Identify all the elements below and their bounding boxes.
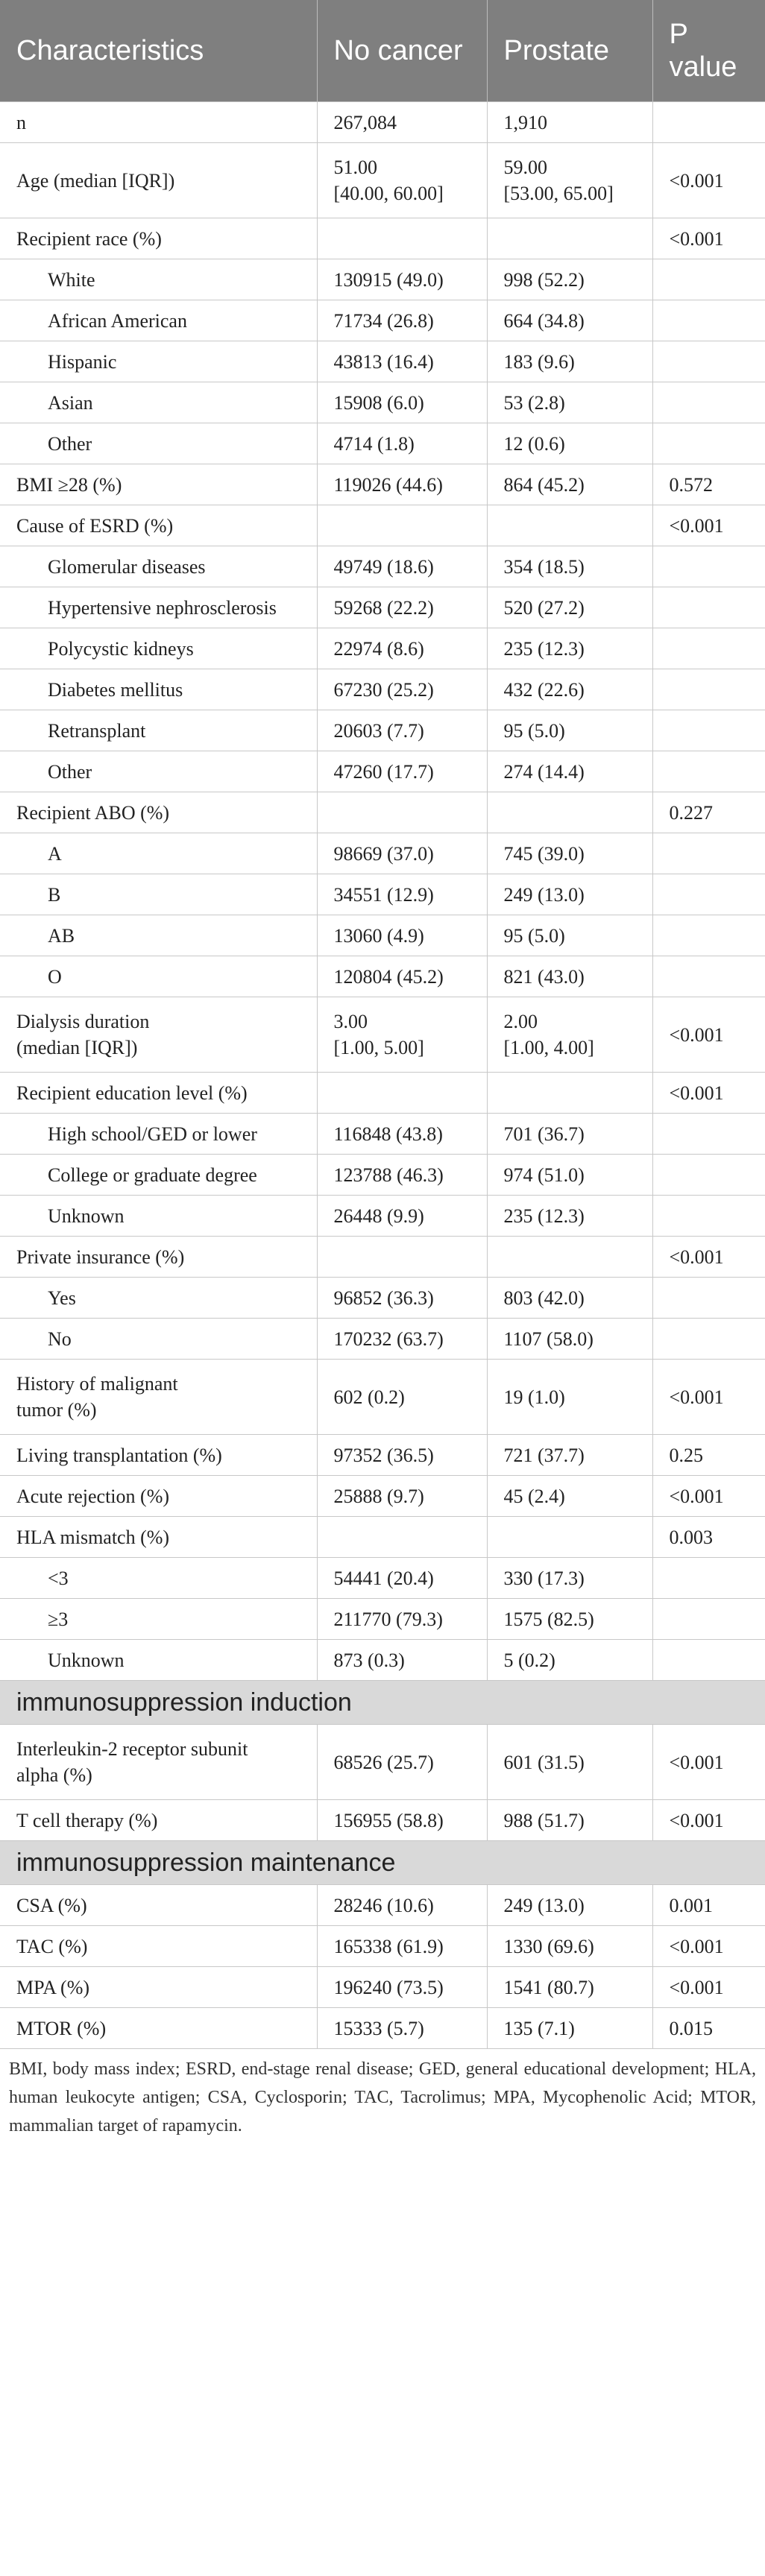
p-value-cell: <0.001 xyxy=(652,143,765,218)
table-row xyxy=(0,102,765,143)
p-value-cell xyxy=(652,423,765,464)
prostate-cell: 998 (52.2) xyxy=(487,259,652,300)
row-label: Private insurance (%) xyxy=(0,1237,317,1278)
prostate-cell xyxy=(487,218,652,259)
table-row xyxy=(0,1558,765,1599)
section-header-row xyxy=(0,1841,765,1885)
no-cancer-cell xyxy=(317,143,487,218)
row-label: Other xyxy=(0,423,317,464)
no-cancer-cell: 116848 (43.8) xyxy=(317,1114,487,1155)
row-label: Diabetes mellitus xyxy=(0,669,317,710)
table-row xyxy=(0,218,765,259)
no-cancer-cell: 28246 (10.6) xyxy=(317,1885,487,1926)
no-cancer-cell: 196240 (73.5) xyxy=(317,1967,487,2008)
p-value-cell: <0.001 xyxy=(652,1967,765,2008)
prostate-cell: 12 (0.6) xyxy=(487,423,652,464)
prostate-cell xyxy=(487,1517,652,1558)
p-value-cell xyxy=(652,1599,765,1640)
table-row xyxy=(0,1800,765,1841)
table-row xyxy=(0,628,765,669)
no-cancer-iqr: [1.00, 5.00] xyxy=(333,1037,424,1058)
section-header-row xyxy=(0,1681,765,1725)
no-cancer-cell: 98669 (37.0) xyxy=(317,833,487,874)
row-label: AB xyxy=(0,915,317,956)
row-label: Unknown xyxy=(0,1196,317,1237)
p-value-cell: <0.001 xyxy=(652,1476,765,1517)
row-label: Yes xyxy=(0,1278,317,1319)
table-row xyxy=(0,1926,765,1967)
no-cancer-median: 3.00 xyxy=(333,1011,368,1032)
p-value-cell: <0.001 xyxy=(652,1237,765,1278)
prostate-median: 59.00 xyxy=(503,157,547,178)
table-row xyxy=(0,1435,765,1476)
row-label: Glomerular diseases xyxy=(0,546,317,587)
p-value-cell xyxy=(652,546,765,587)
table-row xyxy=(0,143,765,218)
prostate-cell: 864 (45.2) xyxy=(487,464,652,505)
prostate-cell: 354 (18.5) xyxy=(487,546,652,587)
row-label: CSA (%) xyxy=(0,1885,317,1926)
table-row xyxy=(0,382,765,423)
p-value-cell: <0.001 xyxy=(652,505,765,546)
no-cancer-cell: 34551 (12.9) xyxy=(317,874,487,915)
row-label: White xyxy=(0,259,317,300)
table-row xyxy=(0,423,765,464)
no-cancer-cell: 49749 (18.6) xyxy=(317,546,487,587)
table-row xyxy=(0,1319,765,1360)
table-row xyxy=(0,1725,765,1800)
no-cancer-cell: 267,084 xyxy=(317,102,487,143)
table-row xyxy=(0,1640,765,1681)
p-value-cell xyxy=(652,259,765,300)
no-cancer-cell: 156955 (58.8) xyxy=(317,1800,487,1841)
no-cancer-cell: 26448 (9.9) xyxy=(317,1196,487,1237)
header-characteristics: Characteristics xyxy=(0,0,317,102)
row-label: No xyxy=(0,1319,317,1360)
p-value-cell: <0.001 xyxy=(652,1073,765,1114)
row-label: Hypertensive nephrosclerosis xyxy=(0,587,317,628)
table-row xyxy=(0,1237,765,1278)
prostate-cell: 95 (5.0) xyxy=(487,710,652,751)
prostate-cell: 1575 (82.5) xyxy=(487,1599,652,1640)
p-value-cell xyxy=(652,833,765,874)
table-row xyxy=(0,997,765,1073)
prostate-cell: 274 (14.4) xyxy=(487,751,652,792)
p-value-cell xyxy=(652,300,765,341)
table-row xyxy=(0,2008,765,2049)
prostate-cell: 19 (1.0) xyxy=(487,1360,652,1435)
p-value-cell: 0.015 xyxy=(652,2008,765,2049)
no-cancer-cell: 71734 (26.8) xyxy=(317,300,487,341)
p-value-cell xyxy=(652,102,765,143)
prostate-cell: 745 (39.0) xyxy=(487,833,652,874)
section-header-maintenance: immunosuppression maintenance xyxy=(0,1841,765,1885)
table-row xyxy=(0,1599,765,1640)
table-row xyxy=(0,874,765,915)
no-cancer-cell: 13060 (4.9) xyxy=(317,915,487,956)
no-cancer-cell xyxy=(317,505,487,546)
no-cancer-cell: 59268 (22.2) xyxy=(317,587,487,628)
prostate-cell xyxy=(487,1237,652,1278)
row-label: <3 xyxy=(0,1558,317,1599)
prostate-median: 2.00 xyxy=(503,1011,538,1032)
row-label: College or graduate degree xyxy=(0,1155,317,1196)
p-value-cell xyxy=(652,751,765,792)
no-cancer-cell: 119026 (44.6) xyxy=(317,464,487,505)
section-header-induction: immunosuppression induction xyxy=(0,1681,765,1725)
header-no-cancer: No cancer xyxy=(317,0,487,102)
table-row xyxy=(0,1073,765,1114)
no-cancer-cell: 68526 (25.7) xyxy=(317,1725,487,1800)
table-row xyxy=(0,915,765,956)
p-value-cell xyxy=(652,669,765,710)
prostate-cell: 95 (5.0) xyxy=(487,915,652,956)
p-value-cell: <0.001 xyxy=(652,997,765,1073)
p-value-cell: <0.001 xyxy=(652,1360,765,1435)
table-footnote: BMI, body mass index; ESRD, end-stage renal disease; GED, general educational development; HLA, human leukocyte antigen; CSA, Cyclosporin; TAC, Tacrolimus; MPA, Mycophenolic Acid; MTOR, mammalian target of rapamycin. xyxy=(9,2059,756,2135)
prostate-iqr: [1.00, 4.00] xyxy=(503,1037,594,1058)
table-row xyxy=(0,464,765,505)
p-value-cell: <0.001 xyxy=(652,218,765,259)
table-row xyxy=(0,1885,765,1926)
row-label-line2: tumor (%) xyxy=(16,1399,97,1421)
table-row xyxy=(0,710,765,751)
prostate-cell: 988 (51.7) xyxy=(487,1800,652,1841)
table-row xyxy=(0,587,765,628)
row-label: BMI ≥28 (%) xyxy=(0,464,317,505)
table-row xyxy=(0,1360,765,1435)
p-value-cell: 0.572 xyxy=(652,464,765,505)
p-value-cell xyxy=(652,1114,765,1155)
row-label-line1: Dialysis duration xyxy=(16,1011,150,1032)
row-label: Cause of ESRD (%) xyxy=(0,505,317,546)
no-cancer-cell: 20603 (7.7) xyxy=(317,710,487,751)
no-cancer-cell xyxy=(317,997,487,1073)
prostate-cell: 821 (43.0) xyxy=(487,956,652,997)
no-cancer-cell: 211770 (79.3) xyxy=(317,1599,487,1640)
table-row xyxy=(0,505,765,546)
prostate-cell xyxy=(487,997,652,1073)
p-value-cell xyxy=(652,874,765,915)
row-label: Asian xyxy=(0,382,317,423)
no-cancer-cell: 54441 (20.4) xyxy=(317,1558,487,1599)
row-label xyxy=(0,997,317,1073)
prostate-cell: 1107 (58.0) xyxy=(487,1319,652,1360)
table-row xyxy=(0,956,765,997)
prostate-cell: 1,910 xyxy=(487,102,652,143)
prostate-cell xyxy=(487,143,652,218)
p-value-cell xyxy=(652,1558,765,1599)
table-row xyxy=(0,300,765,341)
p-value-cell xyxy=(652,628,765,669)
p-value-cell: <0.001 xyxy=(652,1725,765,1800)
p-value-cell xyxy=(652,1319,765,1360)
no-cancer-cell xyxy=(317,1237,487,1278)
no-cancer-cell: 96852 (36.3) xyxy=(317,1278,487,1319)
no-cancer-cell: 22974 (8.6) xyxy=(317,628,487,669)
row-label: Living transplantation (%) xyxy=(0,1435,317,1476)
prostate-cell: 249 (13.0) xyxy=(487,1885,652,1926)
row-label: TAC (%) xyxy=(0,1926,317,1967)
p-value-cell xyxy=(652,1640,765,1681)
prostate-cell: 601 (31.5) xyxy=(487,1725,652,1800)
prostate-iqr: [53.00, 65.00] xyxy=(503,183,614,204)
p-value-cell: 0.001 xyxy=(652,1885,765,1926)
no-cancer-cell xyxy=(317,1073,487,1114)
prostate-cell: 432 (22.6) xyxy=(487,669,652,710)
p-value-cell xyxy=(652,710,765,751)
table-row xyxy=(0,1114,765,1155)
no-cancer-cell: 165338 (61.9) xyxy=(317,1926,487,1967)
p-value-cell xyxy=(652,1196,765,1237)
prostate-cell: 235 (12.3) xyxy=(487,1196,652,1237)
table-row xyxy=(0,1155,765,1196)
prostate-cell: 330 (17.3) xyxy=(487,1558,652,1599)
row-label: HLA mismatch (%) xyxy=(0,1517,317,1558)
prostate-cell: 249 (13.0) xyxy=(487,874,652,915)
prostate-cell: 974 (51.0) xyxy=(487,1155,652,1196)
prostate-cell xyxy=(487,792,652,833)
no-cancer-cell: 67230 (25.2) xyxy=(317,669,487,710)
table-row xyxy=(0,1278,765,1319)
prostate-cell: 520 (27.2) xyxy=(487,587,652,628)
table-row xyxy=(0,341,765,382)
header-p: P xyxy=(669,19,688,50)
row-label xyxy=(0,1360,317,1435)
row-label xyxy=(0,1725,317,1800)
row-label: MTOR (%) xyxy=(0,2008,317,2049)
row-label: Unknown xyxy=(0,1640,317,1681)
prostate-cell: 5 (0.2) xyxy=(487,1640,652,1681)
prostate-cell: 701 (36.7) xyxy=(487,1114,652,1155)
no-cancer-cell: 15908 (6.0) xyxy=(317,382,487,423)
row-label: O xyxy=(0,956,317,997)
prostate-cell: 1330 (69.6) xyxy=(487,1926,652,1967)
prostate-cell: 183 (9.6) xyxy=(487,341,652,382)
no-cancer-iqr: [40.00, 60.00] xyxy=(333,183,444,204)
p-value-cell xyxy=(652,1155,765,1196)
row-label: Other xyxy=(0,751,317,792)
header-row xyxy=(0,0,765,102)
no-cancer-cell xyxy=(317,792,487,833)
no-cancer-median: 51.00 xyxy=(333,157,377,178)
p-value-cell xyxy=(652,1278,765,1319)
table-row xyxy=(0,833,765,874)
prostate-cell: 135 (7.1) xyxy=(487,2008,652,2049)
row-label: Recipient education level (%) xyxy=(0,1073,317,1114)
p-value-cell xyxy=(652,587,765,628)
p-value-cell: 0.25 xyxy=(652,1435,765,1476)
table-row xyxy=(0,1967,765,2008)
row-label-line2: alpha (%) xyxy=(16,1764,92,1786)
no-cancer-cell: 873 (0.3) xyxy=(317,1640,487,1681)
no-cancer-cell: 4714 (1.8) xyxy=(317,423,487,464)
row-label: Age (median [IQR]) xyxy=(0,143,317,218)
row-label-line2: (median [IQR]) xyxy=(16,1037,138,1058)
table-row xyxy=(0,1517,765,1558)
no-cancer-cell: 43813 (16.4) xyxy=(317,341,487,382)
p-value-cell: 0.003 xyxy=(652,1517,765,1558)
table-row xyxy=(0,1476,765,1517)
table-row xyxy=(0,259,765,300)
row-label-line1: Interleukin-2 receptor subunit xyxy=(16,1738,248,1760)
header-prostate: Prostate xyxy=(487,0,652,102)
no-cancer-cell xyxy=(317,1517,487,1558)
row-label: n xyxy=(0,102,317,143)
table-row xyxy=(0,546,765,587)
row-label: Recipient race (%) xyxy=(0,218,317,259)
table-row xyxy=(0,1196,765,1237)
p-value-cell xyxy=(652,382,765,423)
no-cancer-cell: 602 (0.2) xyxy=(317,1360,487,1435)
no-cancer-cell: 15333 (5.7) xyxy=(317,2008,487,2049)
no-cancer-cell: 120804 (45.2) xyxy=(317,956,487,997)
prostate-cell: 803 (42.0) xyxy=(487,1278,652,1319)
prostate-cell: 721 (37.7) xyxy=(487,1435,652,1476)
prostate-cell: 45 (2.4) xyxy=(487,1476,652,1517)
no-cancer-cell: 97352 (36.5) xyxy=(317,1435,487,1476)
no-cancer-cell: 130915 (49.0) xyxy=(317,259,487,300)
row-label: Polycystic kidneys xyxy=(0,628,317,669)
no-cancer-cell xyxy=(317,218,487,259)
prostate-cell xyxy=(487,1073,652,1114)
row-label: Acute rejection (%) xyxy=(0,1476,317,1517)
p-value-cell: <0.001 xyxy=(652,1926,765,1967)
row-label: Retransplant xyxy=(0,710,317,751)
table-row xyxy=(0,669,765,710)
p-value-cell xyxy=(652,341,765,382)
prostate-cell: 235 (12.3) xyxy=(487,628,652,669)
header-p-value xyxy=(652,0,765,102)
row-label: B xyxy=(0,874,317,915)
p-value-cell: 0.227 xyxy=(652,792,765,833)
p-value-cell xyxy=(652,915,765,956)
no-cancer-cell: 170232 (63.7) xyxy=(317,1319,487,1360)
header-value: value xyxy=(669,51,737,83)
row-label: African American xyxy=(0,300,317,341)
prostate-cell: 1541 (80.7) xyxy=(487,1967,652,2008)
prostate-cell: 53 (2.8) xyxy=(487,382,652,423)
no-cancer-cell: 25888 (9.7) xyxy=(317,1476,487,1517)
table-row xyxy=(0,792,765,833)
prostate-cell: 664 (34.8) xyxy=(487,300,652,341)
p-value-cell: <0.001 xyxy=(652,1800,765,1841)
row-label: ≥3 xyxy=(0,1599,317,1640)
row-label: Recipient ABO (%) xyxy=(0,792,317,833)
row-label: T cell therapy (%) xyxy=(0,1800,317,1841)
p-value-cell xyxy=(652,956,765,997)
table-row xyxy=(0,751,765,792)
no-cancer-cell: 47260 (17.7) xyxy=(317,751,487,792)
row-label: Hispanic xyxy=(0,341,317,382)
row-label: A xyxy=(0,833,317,874)
row-label: MPA (%) xyxy=(0,1967,317,2008)
row-label-line1: History of malignant xyxy=(16,1373,178,1395)
no-cancer-cell: 123788 (46.3) xyxy=(317,1155,487,1196)
row-label: High school/GED or lower xyxy=(0,1114,317,1155)
prostate-cell xyxy=(487,505,652,546)
